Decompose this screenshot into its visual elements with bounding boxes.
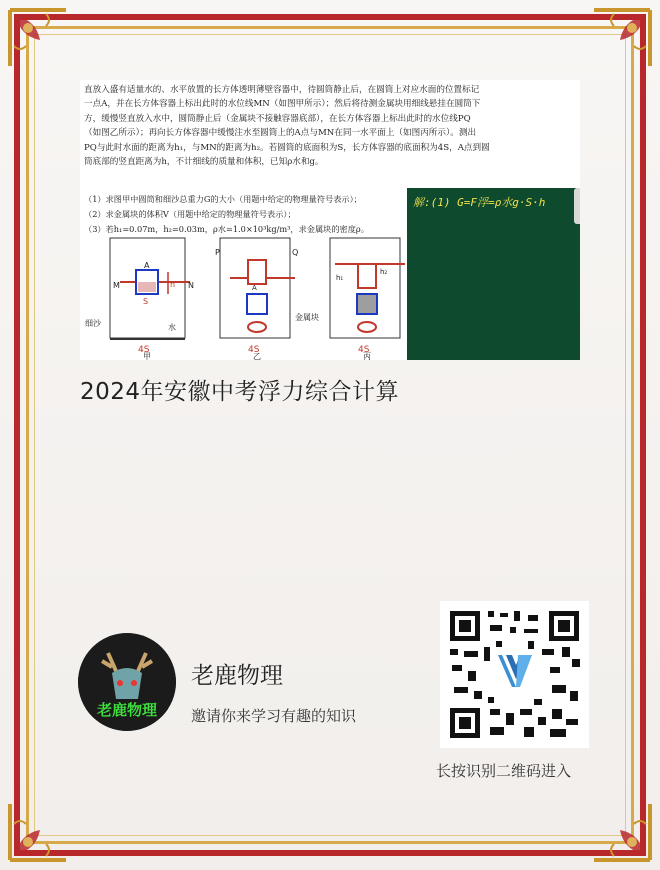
scroll-handle[interactable] bbox=[574, 188, 580, 224]
problem-line: 一点A，并在长方体容器上标出此时的水位线MN（如图甲所示）；然后将待测金属块用细线悬挂在圆筒下 bbox=[84, 99, 481, 110]
problem-line: 筒底部的竖直距离为h，不计细线的质量和体积，已知ρ水和g。 bbox=[84, 157, 324, 168]
label-sand: 细沙 bbox=[85, 319, 101, 328]
label-area3: 4S bbox=[358, 345, 370, 355]
avatar-text: 老鹿物理 bbox=[96, 701, 158, 719]
brand-name: 老鹿物理 bbox=[191, 663, 283, 689]
figure-jia bbox=[85, 238, 194, 360]
page-title: 2024年安徽中考浮力综合计算 bbox=[80, 379, 400, 405]
label-S: S bbox=[143, 297, 149, 306]
problem-line: 直放入盛有适量水的、水平放置的长方体透明薄壁容器中，待圆筒静止后，在圆筒上对应水面的位置标记 bbox=[84, 85, 480, 95]
experiment-diagrams bbox=[80, 230, 407, 360]
label-area2: 4S bbox=[248, 345, 260, 355]
label-N: N bbox=[188, 281, 194, 290]
label-metal: 金属块 bbox=[295, 313, 319, 322]
figure-label-jia: 甲 bbox=[143, 352, 151, 360]
qr-caption: 长按识别二维码进入 bbox=[436, 762, 572, 780]
qr-code[interactable] bbox=[440, 601, 589, 748]
figure-label-yi: 乙 bbox=[253, 352, 261, 360]
problem-line: PQ与此时水面的距离为h₁，与MN的距离为h₂。若圆筒的底面积为S，长方体容器的底面积为4S，A点到圆 bbox=[84, 142, 490, 153]
qr-code-icon bbox=[440, 601, 589, 748]
figure-yi bbox=[215, 238, 319, 360]
ornament-corner-icon bbox=[584, 6, 654, 76]
label-h2: h₂ bbox=[380, 268, 388, 276]
label-Q: Q bbox=[292, 248, 299, 257]
problem-line: 方，缓慢竖直放入水中，圆筒静止后（金属块不接触容器底部），在长方体容器上标出此时的水位线PQ bbox=[84, 113, 471, 124]
label-A: A bbox=[144, 261, 150, 270]
problem-line: （如图乙所示）；再向长方体容器中缓慢注水至圆筒上的A点与MN在同一水平面上（如图丙所示）。测出 bbox=[84, 128, 477, 139]
deer-logo-icon bbox=[78, 633, 176, 731]
label-P: P bbox=[215, 248, 220, 257]
chalkboard bbox=[407, 188, 580, 360]
label-h: h bbox=[170, 280, 176, 289]
question-item: （2）求金属块的体积V（用题中给定的物理量符号表示）； bbox=[84, 209, 296, 219]
label-M: M bbox=[113, 281, 120, 290]
ornament-corner-icon bbox=[584, 794, 654, 864]
problem-image[interactable] bbox=[80, 80, 580, 360]
figure-bing bbox=[330, 238, 405, 360]
brand-avatar[interactable] bbox=[78, 633, 176, 731]
problem-paragraph bbox=[84, 83, 574, 169]
figure-label-bing: 丙 bbox=[363, 352, 371, 360]
ornament-corner-icon bbox=[6, 6, 76, 76]
question-item: （1）求图甲中圆筒和细沙总重力G的大小（用题中给定的物理量符号表示）； bbox=[84, 194, 362, 204]
label-h1: h₁ bbox=[336, 274, 344, 282]
ornament-corner-icon bbox=[6, 794, 76, 864]
brand-slogan: 邀请你来学习有趣的知识 bbox=[191, 707, 357, 725]
board-note: 解:(1) G=F浮=ρ水g·S·h bbox=[413, 196, 546, 209]
label-water: 水 bbox=[168, 323, 176, 332]
question-item: （3）若h₁=0.07m，h₂=0.03m，ρ水=1.0×10³kg/m³，求金属块的密度ρ。 bbox=[84, 224, 369, 234]
label-area: 4S bbox=[138, 345, 150, 355]
label-A2: A bbox=[252, 284, 257, 292]
